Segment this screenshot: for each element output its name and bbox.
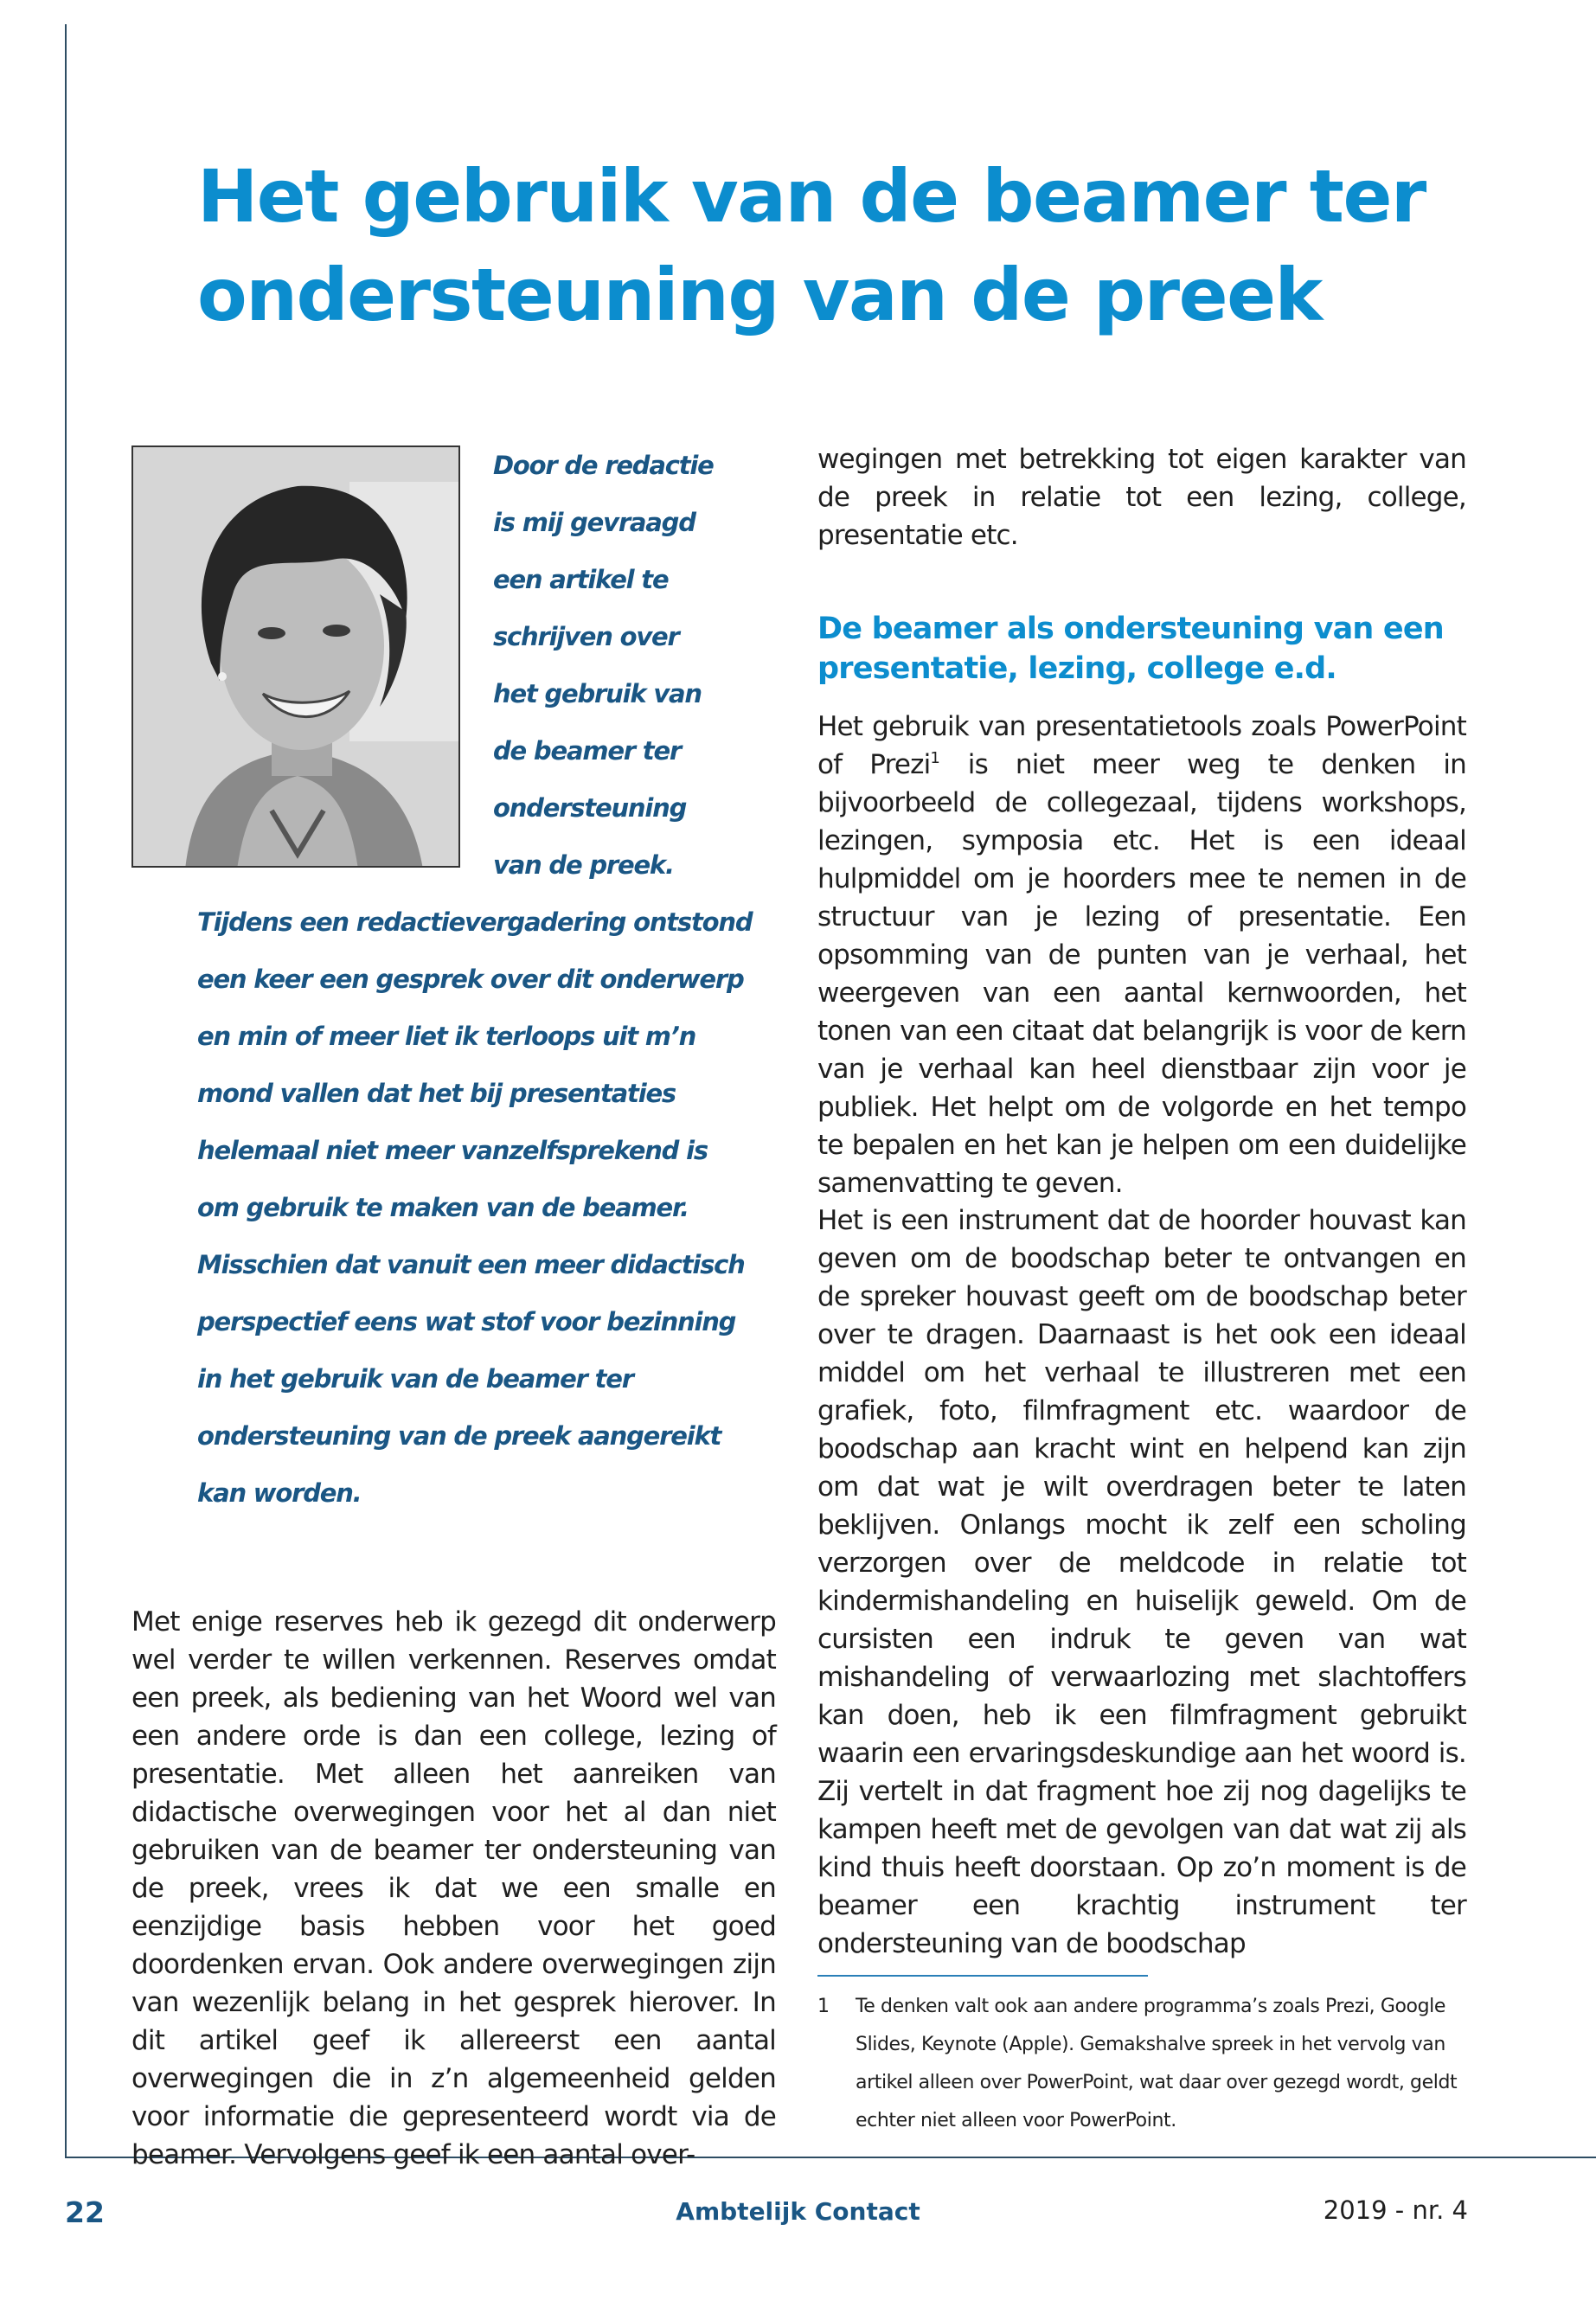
intro-line: om gebruik te maken van de beamer.	[197, 1193, 689, 1222]
intro-line: in het gebruik van de beamer ter	[197, 1364, 633, 1394]
presentation-tools-paragraph	[817, 708, 1466, 1202]
intro-lead	[197, 437, 785, 1522]
intro-line: de beamer ter	[493, 736, 682, 766]
footnote-reference[interactable]: 1	[930, 749, 940, 767]
footnote-divider	[817, 1975, 1148, 1977]
left-column-paragraph: Met enige reserves heb ik gezegd dit onderwerp wel verder te willen verkennen. Reserves omdat een preek, als bediening van het Woord wel van een andere orde is dan een college, lezing of presentatie. Met alleen het aanreiken van didactische overwegingen voor het al dan niet gebruiken van de beamer ter ondersteuning van de preek, vrees ik dat we een smalle en eenzijdige basis hebben voor het goed doordenken ervan. Ook andere overwegingen zijn van wezenlijk belang in het gesprek hierover. In dit artikel geef ik allereerst een aantal overwegingen die in z’n algemeenheid gelden voor informatie die gepresenteerd wordt via de beamer. Vervolgens geef ik een aantal over-	[131, 1606, 776, 2170]
intro-line: en min of meer liet ik terloops uit m’n	[197, 1022, 696, 1051]
instrument-paragraph: Het is een instrument dat de hoorder houvast kan geven om de boodschap beter te ontvangen en de spreker houvast geeft om de boodschap beter over te dragen. Daarnaast is het ook een ideaal middel om het verhaal te illustreren met een grafiek, foto, filmfragment etc. waardoor de boodschap aan kracht wint en helpend kan zijn om dat wat je wilt overdragen beter te laten beklijven. Onlangs mocht ik zelf een scholing verzorgen over de meldcode in relatie tot kindermishandeling en huiselijk geweld. Om de cursisten een indruk te geven van wat mishandeling of verwaarlozing met slachtoffers kan doen, heb ik een filmfragment gebruikt waarin een ervaringsdeskundige aan het woord is. Zij vertelt in dat fragment hoe zij nog dagelijks te kampen heeft met de gevolgen van dat wat zij als kind thuis heeft doorstaan. Op zo’n moment is de beamer een krachtig instrument ter ondersteuning van de boodschap	[817, 1205, 1466, 1959]
intro-line: een artikel te	[493, 565, 669, 594]
intro-line: perspectief eens wat stof voor bezinning	[197, 1307, 736, 1336]
footnote-number: 1	[817, 1996, 830, 2017]
magazine-name: Ambtelijk Contact	[676, 2197, 920, 2226]
intro-line: Door de redactie	[493, 451, 714, 480]
intro-line: Tijdens een redactievergadering ontstond	[197, 907, 753, 937]
page-number: 22	[65, 2195, 105, 2229]
intro-line: helemaal niet meer vanzelfsprekend is	[197, 1136, 708, 1165]
paragraph-text-start: Het gebruik van presentatietools zoals PowerPoint of Prezi	[817, 711, 1466, 780]
intro-line: van de preek.	[493, 850, 674, 880]
right-column-intro-paragraph: wegingen met betrekking tot eigen karakter van de preek in relatie tot een lezing, college, presentatie etc.	[817, 444, 1466, 551]
paragraph-text-rest: is niet meer weg te denken in bijvoorbeeld de collegezaal, tijdens workshops, lezingen, symposia etc. Het is een ideaal hulpmiddel om je hoorders mee te nemen in de structuur van je lezing of presentatie. Een opsomming van de punten van je verhaal, het weergeven van een aantal kernwoorden, het tonen van een citaat dat belangrijk is voor de kern van je verhaal kan heel dienstbaar zijn voor je publiek. Het helpt om de volgorde en het tempo te bepalen en het kan je helpen om een duidelijke samenvatting te geven.	[817, 749, 1466, 1199]
intro-line: is mij gevraagd	[493, 508, 695, 537]
intro-line: mond vallen dat het bij presentaties	[197, 1079, 676, 1108]
intro-line: ondersteuning van de preek aangereikt	[197, 1421, 721, 1451]
article-title: Het gebruik van de beamer ter ondersteuning van de preek	[197, 154, 1426, 337]
left-margin-rule	[65, 24, 67, 2158]
footnote	[817, 1988, 1475, 2140]
intro-line: Misschien dat vanuit een meer didactisch	[197, 1250, 745, 1279]
intro-line: kan worden.	[197, 1478, 362, 1508]
footnote-text: Te denken valt ook aan andere programma’s zoals Prezi, Google Slides, Keynote (Apple). Gemakshalve spreek in het vervolg van artikel alleen over PowerPoint, wat daar over gezegd wordt, geldt echter niet alleen voor PowerPoint.	[856, 1996, 1458, 2131]
intro-line: een keer een gesprek over dit onderwerp	[197, 965, 744, 994]
intro-line: het gebruik van	[493, 679, 702, 708]
intro-line: ondersteuning	[493, 793, 687, 823]
intro-line: schrijven over	[493, 622, 679, 651]
section-subheading: De beamer als ondersteuning van een presentatie, lezing, college e.d.	[817, 612, 1444, 686]
issue-label: 2019 - nr. 4	[1323, 2195, 1468, 2225]
